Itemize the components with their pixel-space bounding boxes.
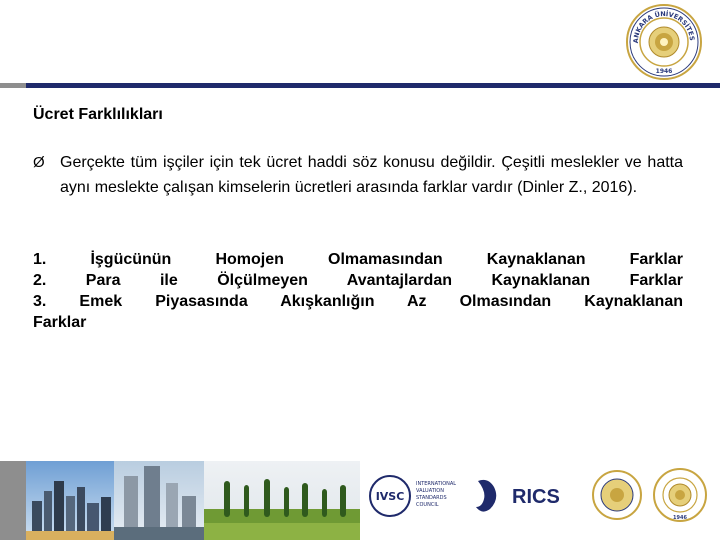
svg-text:STANDARDS: STANDARDS [416,495,447,501]
list-item: 1. İşgücünün Homojen Olmamasından Kaynaklanan Farklar [33,251,683,268]
list-item: 2. Para ile Ölçülmeyen Avantajlardan Kaynaklanan Farklar [33,272,683,289]
svg-text:INTERNATIONAL: INTERNATIONAL [416,481,457,487]
city-skyline-photo [26,461,114,540]
svg-text:VALUATION: VALUATION [416,488,444,494]
svg-text:1946: 1946 [655,68,673,75]
bullet-text: Gerçekte tüm işçiler için tek ücret haddi söz konusu değildir. Çeşitli meslekler ve hatta aynı meslekte çalışan kimselerin ücretleri arasında farklar vardır (Dinler Z., 2016). [60,154,683,196]
svg-text:RICS: RICS [512,486,560,508]
tower-photo [114,461,204,540]
ankara-universitesi-seal-icon [626,4,702,80]
footer-band [0,461,720,540]
ankara-universitesi-seal-icon [654,469,706,521]
numbered-list [33,249,683,333]
list-item: Farklar [33,314,87,331]
svg-text:COUNCIL: COUNCIL [416,502,439,508]
slide-title: Ücret Farklılıkları [33,106,163,123]
gold-round-seal-icon [593,471,641,519]
footer-logos [360,461,720,540]
svg-text:1946: 1946 [673,515,687,521]
header-rule-navy [26,83,720,88]
list-item: 3. Emek Piyasasında Akışkanlığın Az Olmasından Kaynaklanan [33,293,683,310]
header-rule-grey [0,83,26,88]
svg-text:IVSC: IVSC [375,490,405,503]
arrow-bullet-icon: Ø [33,154,45,171]
footer-grey-strip [0,461,26,540]
bullet-paragraph [33,150,683,200]
field-tree-photo [204,461,360,540]
header-rule [0,83,720,88]
svg-text:ANKARA ÜNİVERSİTESİ: ANKARA ÜNİVERSİTES [631,9,697,44]
